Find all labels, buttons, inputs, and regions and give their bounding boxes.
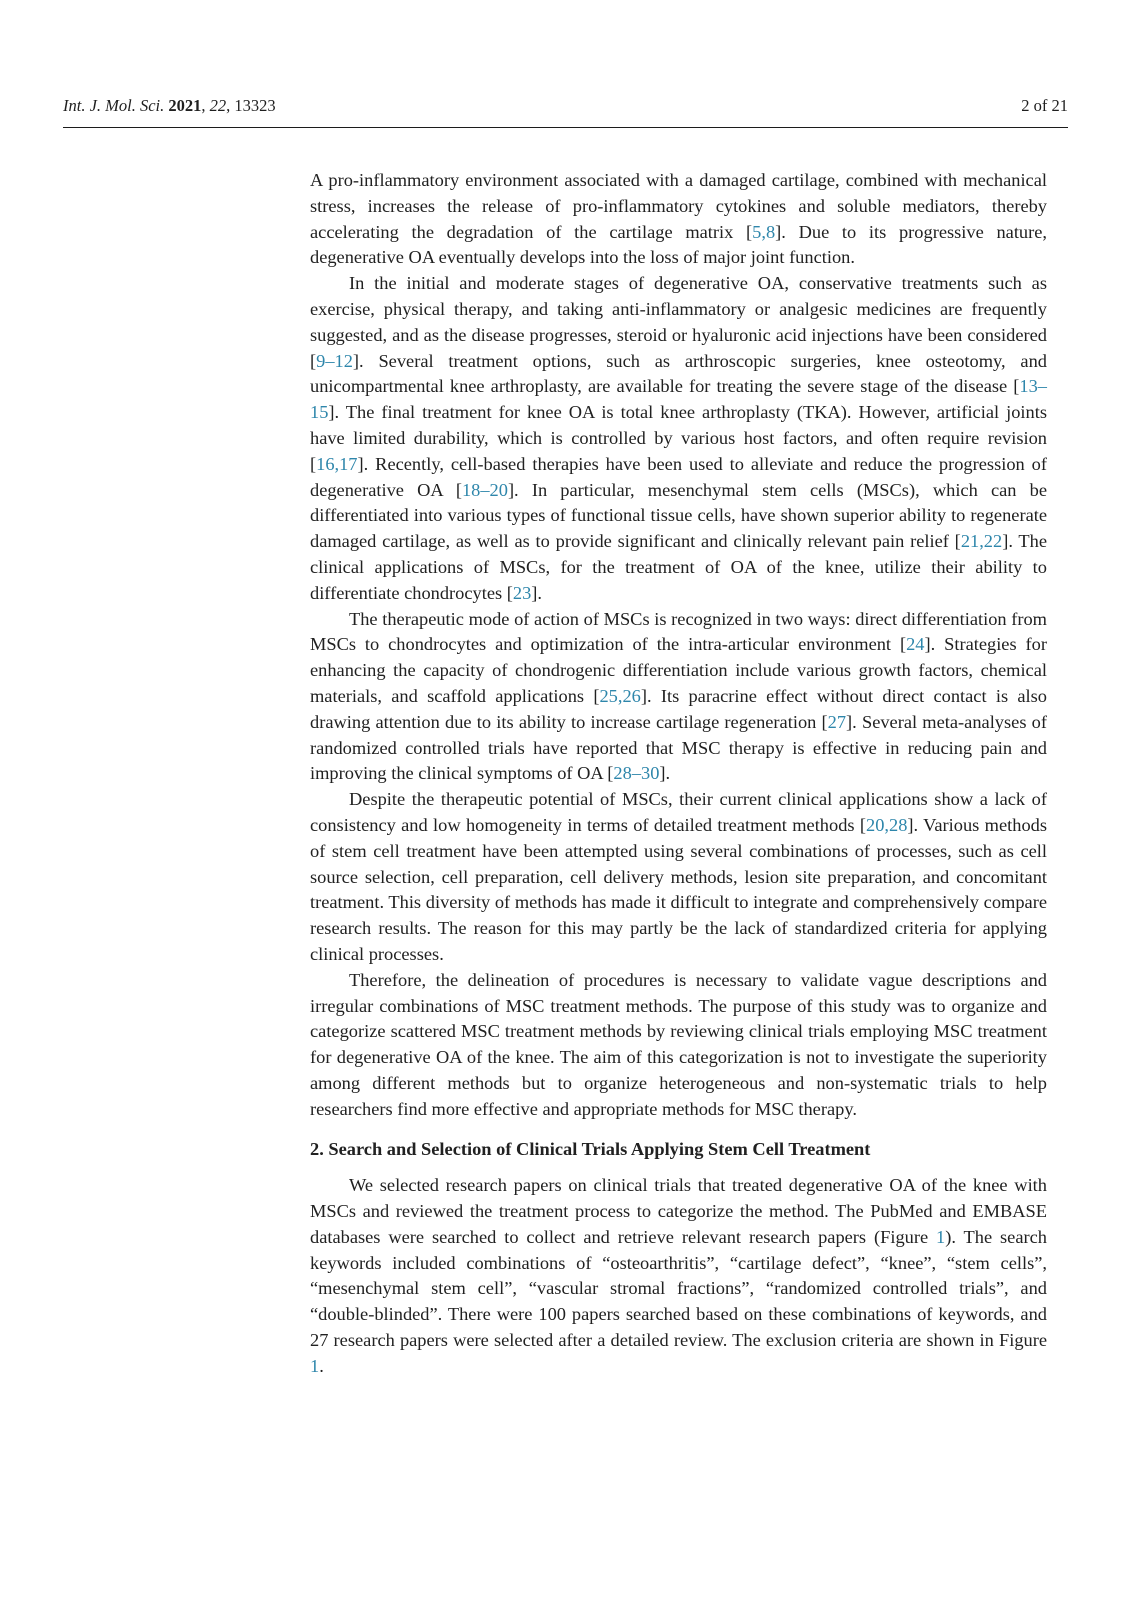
running-head — [63, 96, 1068, 116]
citation-link[interactable]: 9–12 — [316, 350, 353, 371]
header-rule — [63, 127, 1068, 128]
section-heading: 2. Search and Selection of Clinical Trials Applying Stem Cell Treatment — [310, 1139, 871, 1160]
paragraph: We selected research papers on clinical trials that treated degenerative OA of the knee with MSCs and reviewed the treatment process to categorize the method. The PubMed and EMBASE databases were searched to collect and retrieve relevant research papers (Figure 1). The search keywords included combinations of “osteoarthritis”, “cartilage defect”, “knee”, “stem cells”, “mesenchymal stem cell”, “vascular stromal fractions”, “randomized controlled trials”, and “double-blinded”. There were 100 papers searched based on these combinations of keywords, and 27 research papers were selected after a detailed review. The exclusion criteria are shown in Figure 1. — [310, 1175, 1047, 1376]
citation-link[interactable]: 27 — [827, 711, 847, 732]
citation-link[interactable]: 1 — [310, 1355, 320, 1376]
citation-link[interactable]: 21,22 — [960, 531, 1003, 552]
paragraph: Therefore, the delineation of procedures is necessary to validate vague descriptions and irregular combinations of MSC treatment methods. The purpose of this study was to organize and categorize scattered MSC treatment methods by reviewing clinical trials employing MSC treatment for degenerative OA of the knee. The aim of this categorization is not to investigate the superiority among different methods but to organize heterogeneous and non-systematic trials to help researchers find more effective and appropriate methods for MSC therapy. — [310, 969, 1047, 1119]
citation-link[interactable]: 13–15 — [310, 376, 1047, 423]
italic-text: 22 — [209, 96, 227, 115]
citation-link[interactable]: 24 — [906, 634, 925, 655]
citation-link[interactable]: 28–30 — [613, 763, 660, 784]
italic-text: Int. J. Mol. Sci. — [63, 96, 169, 115]
citation-link[interactable]: 5,8 — [752, 221, 776, 242]
article-body — [310, 168, 1047, 1380]
citation-link[interactable]: 18–20 — [461, 479, 508, 500]
paragraph: A pro-inflammatory environment associated with a damaged cartilage, combined with mechanical stress, increases the release of pro-inflammatory cytokines and soluble mediators, thereby accelerating the degradation of the cartilage matrix [5,8]. Due to its progressive nature, degenerative OA eventually develops into the loss of major joint function. — [310, 170, 1048, 268]
paragraph: Despite the therapeutic potential of MSCs, their current clinical applications show a lack of consistency and low homogeneity in terms of detailed treatment methods [20,28]. Various methods of stem cell treatment have been attempted using several combinations of processes, such as cell source selection, cell preparation, cell delivery methods, lesion site preparation, and concomitant treatment. This diversity of methods has made it difficult to integrate and comprehensively compare research results. The reason for this may partly be the lack of standardized criteria for applying clinical processes. — [310, 789, 1047, 964]
citation-link[interactable]: 1 — [936, 1226, 946, 1247]
bold-text: 2021 — [168, 96, 202, 115]
citation-link[interactable]: 23 — [512, 582, 532, 603]
journal-citation: Int. J. Mol. Sci. 2021, 22, 13323 — [63, 96, 276, 115]
page-number: 2 of 21 — [1021, 96, 1068, 115]
citation-link[interactable]: 16,17 — [316, 453, 358, 474]
citation-link[interactable]: 20,28 — [866, 814, 908, 835]
paragraph: In the initial and moderate stages of degenerative OA, conservative treatments such as exercise, physical therapy, and taking anti-inflammatory or analgesic medicines are frequently suggested, and as the disease progresses, steroid or hyaluronic acid injections have been considered [9–12]. Several treatment options, such as arthroscopic surgeries, knee osteotomy, and unicompartmental knee arthroplasty, are available for treating the severe stage of the disease [13–15]. The final treatment for knee OA is total knee arthroplasty (TKA). However, artificial joints have limited durability, which is controlled by various host factors, and often require revision [16,17]. Recently, cell-based therapies have been used to alleviate and reduce the progression of degenerative OA [18–20]. In particular, mesenchymal stem cells (MSCs), which can be differentiated into various types of functional tissue cells, have shown superior ability to regenerate damaged cartilage, as well as to provide significant and clinically relevant pain relief [21,22]. The clinical applications of MSCs, for the treatment of OA of the knee, utilize their ability to differentiate chondrocytes [23]. — [310, 273, 1047, 603]
citation-link[interactable]: 25,26 — [599, 685, 641, 706]
paragraph: The therapeutic mode of action of MSCs is recognized in two ways: direct differentiation from MSCs to chondrocytes and optimization of the intra-articular environment [24]. Strategies for enhancing the capacity of chondrogenic differentiation include various growth factors, chemical materials, and scaffold applications [25,26]. Its paracrine effect without direct contact is also drawing attention due to its ability to increase cartilage regeneration [27]. Several meta-analyses of randomized controlled trials have reported that MSC therapy is effective in reducing pain and improving the clinical symptoms of OA [28–30]. — [310, 608, 1047, 784]
